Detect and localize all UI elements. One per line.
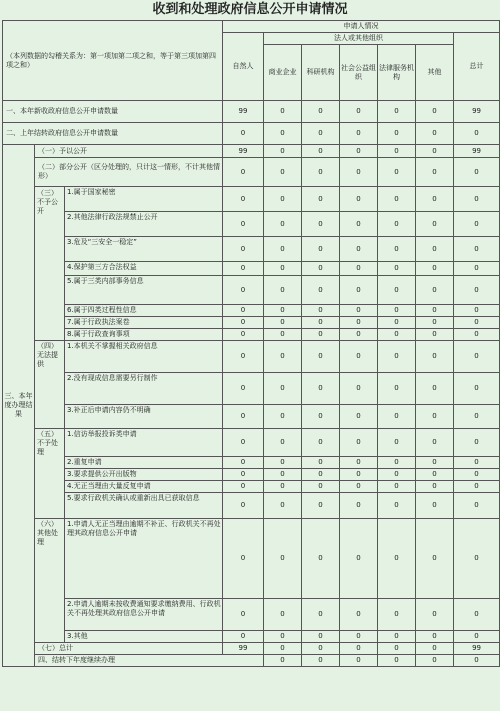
table-row [3,599,500,631]
value-cell: 0 [454,599,500,631]
value-cell: 0 [454,341,500,373]
value-cell: 0 [223,481,264,493]
value-cell: 0 [264,317,302,329]
value-cell: 0 [264,145,302,158]
row-label: 2.重复申请 [65,457,223,469]
header-legal-service: 法律服务机构 [378,45,416,101]
header-research: 科研机构 [302,45,340,101]
value-cell: 0 [454,469,500,481]
row-label: 1.信访举报投诉类申请 [65,429,223,457]
value-cell: 0 [302,276,340,305]
row-label: 5.属于三类内部事务信息 [65,276,223,305]
header-row-1 [3,21,500,33]
value-cell: 0 [416,405,454,429]
value-cell: 0 [223,429,264,457]
value-cell: 0 [378,101,416,123]
value-cell: 0 [302,101,340,123]
value-cell: 0 [264,341,302,373]
value-cell: 0 [416,481,454,493]
value-cell: 0 [264,123,302,145]
value-cell: 99 [454,145,500,158]
value-cell: 0 [302,481,340,493]
value-cell: 0 [223,599,264,631]
value-cell: 0 [302,187,340,212]
value-cell: 0 [378,519,416,599]
value-cell: 0 [378,469,416,481]
group-label: （五）不予处理 [35,429,65,519]
value-cell: 0 [378,373,416,405]
value-cell: 0 [223,519,264,599]
value-cell: 0 [416,493,454,519]
value-cell: 0 [302,599,340,631]
header-commercial: 商业企业 [264,45,302,101]
value-cell: 0 [378,187,416,212]
value-cell: 0 [264,329,302,341]
value-cell: 0 [454,276,500,305]
row-label: 四、结转下年度继续办理 [35,655,264,667]
value-cell: 0 [223,317,264,329]
value-cell: 0 [340,519,378,599]
value-cell: 0 [378,158,416,187]
value-cell: 0 [340,262,378,276]
header-legal-org: 法人或其他组织 [264,33,454,45]
value-cell: 0 [340,599,378,631]
row-label: 2.申请人逾期未按收费通知要求缴纳费用、行政机关不再处理其政府信息公开申请 [65,599,223,631]
value-cell: 0 [340,101,378,123]
value-cell: 0 [340,158,378,187]
value-cell: 0 [378,123,416,145]
value-cell: 0 [302,158,340,187]
value-cell: 0 [378,317,416,329]
value-cell: 0 [264,429,302,457]
table-row [3,123,500,145]
value-cell: 0 [264,373,302,405]
value-cell: 0 [302,493,340,519]
value-cell: 0 [302,405,340,429]
value-cell: 0 [223,158,264,187]
value-cell: 0 [223,123,264,145]
value-cell: 0 [416,276,454,305]
group-label: （四）无法提供 [35,341,65,429]
value-cell: 0 [264,276,302,305]
value-cell: 0 [223,405,264,429]
value-cell: 0 [416,341,454,373]
table-row [3,262,500,276]
value-cell: 0 [264,599,302,631]
value-cell: 0 [454,237,500,262]
value-cell: 0 [340,145,378,158]
value-cell: 0 [416,519,454,599]
value-cell: 0 [454,493,500,519]
row-label: 2.没有现成信息需要另行制作 [65,373,223,405]
value-cell: 0 [223,631,264,643]
value-cell: 0 [302,317,340,329]
value-cell: 0 [378,643,416,655]
value-cell: 0 [454,429,500,457]
value-cell: 0 [416,329,454,341]
value-cell: 0 [378,212,416,237]
row-label: 4.无正当理由大量反复申请 [65,481,223,493]
header-total: 总计 [454,33,500,101]
value-cell: 0 [264,187,302,212]
header-applicant: 申请人情况 [223,21,500,33]
value-cell: 0 [416,158,454,187]
value-cell: 0 [378,276,416,305]
value-cell: 0 [378,655,416,667]
section-3-label: 三、本年度办理结果 [3,145,35,667]
value-cell: 0 [454,631,500,643]
table-row [3,145,500,158]
value-cell: 0 [302,262,340,276]
value-cell: 0 [340,405,378,429]
row-label: （七）总计 [35,643,223,655]
table-row [3,305,500,317]
value-cell: 0 [340,373,378,405]
header-other: 其他 [416,45,454,101]
value-cell: 0 [302,519,340,599]
row-label: 3.补正后申请内容仍不明确 [65,405,223,429]
value-cell: 0 [416,101,454,123]
value-cell: 0 [340,212,378,237]
value-cell: 0 [340,655,378,667]
value-cell: 0 [302,373,340,405]
value-cell: 0 [264,405,302,429]
value-cell: 0 [264,493,302,519]
value-cell: 0 [454,212,500,237]
table-row [3,457,500,469]
value-cell: 0 [264,631,302,643]
row-label: 5.要求行政机关确认或重新出具已获取信息 [65,493,223,519]
value-cell: 0 [378,145,416,158]
row-label: 3.要求提供公开出版物 [65,469,223,481]
row-label: 1.申请人无正当理由逾期不补正、行政机关不再处理其政府信息公开申请 [65,519,223,599]
table-row [3,187,500,212]
value-cell: 0 [454,405,500,429]
table-row [3,643,500,655]
value-cell: 0 [340,429,378,457]
value-cell: 0 [340,187,378,212]
table-row [3,481,500,493]
value-cell: 0 [454,187,500,212]
row-label: 8.属于行政查询事项 [65,329,223,341]
value-cell: 0 [416,457,454,469]
value-cell: 0 [302,305,340,317]
info-disclosure-table [2,20,500,667]
value-cell: 0 [264,158,302,187]
value-cell: 0 [264,305,302,317]
table-row [3,237,500,262]
row-label: 一、本年新收政府信息公开申请数量 [3,101,223,123]
value-cell: 0 [302,457,340,469]
value-cell: 0 [378,481,416,493]
header-natural-person: 自然人 [223,33,264,101]
value-cell: 99 [454,643,500,655]
row-label: 3.危及“三安全一稳定” [65,237,223,262]
table-row [3,493,500,519]
value-cell: 0 [416,599,454,631]
value-cell: 0 [302,123,340,145]
value-cell: 99 [223,145,264,158]
value-cell: 0 [223,276,264,305]
value-cell: 0 [416,317,454,329]
row-label: （一）予以公开 [35,145,223,158]
value-cell: 0 [416,373,454,405]
row-label: 4.保护第三方合法权益 [65,262,223,276]
value-cell: 0 [264,457,302,469]
value-cell: 0 [302,631,340,643]
value-cell: 0 [378,262,416,276]
value-cell: 0 [223,305,264,317]
value-cell: 0 [416,212,454,237]
value-cell: 0 [340,276,378,305]
value-cell: 0 [264,481,302,493]
value-cell: 0 [302,469,340,481]
value-cell: 0 [223,212,264,237]
value-cell: 0 [454,457,500,469]
value-cell: 0 [264,655,302,667]
row-label: 7.属于行政执法案卷 [65,317,223,329]
value-cell: 0 [340,643,378,655]
group-label: （六）其他处理 [35,519,65,643]
value-cell: 0 [416,655,454,667]
value-cell: 0 [416,469,454,481]
value-cell: 0 [340,237,378,262]
value-cell: 0 [302,329,340,341]
value-cell: 0 [454,373,500,405]
value-cell: 0 [302,212,340,237]
value-cell: 0 [264,643,302,655]
value-cell: 0 [340,305,378,317]
table-row [3,429,500,457]
value-cell: 99 [454,101,500,123]
value-cell: 0 [264,519,302,599]
value-cell: 0 [302,145,340,158]
value-cell: 0 [340,341,378,373]
value-cell: 0 [223,457,264,469]
value-cell: 0 [454,123,500,145]
value-cell: 0 [378,341,416,373]
header-note: （本列数据的勾稽关系为：第一项加第二项之和，等于第三项加第四项之和） [3,21,223,101]
value-cell: 0 [302,655,340,667]
table-row [3,276,500,305]
table-row [3,341,500,373]
value-cell: 0 [264,101,302,123]
table-row [3,631,500,643]
row-label: 6.属于四类过程性信息 [65,305,223,317]
value-cell: 0 [340,631,378,643]
table-row [3,101,500,123]
value-cell: 0 [302,237,340,262]
value-cell: 0 [416,631,454,643]
value-cell: 99 [223,101,264,123]
table-row [3,373,500,405]
value-cell: 0 [454,262,500,276]
row-label: 二、上年结转政府信息公开申请数量 [3,123,223,145]
value-cell: 0 [264,469,302,481]
header-social: 社会公益组织 [340,45,378,101]
value-cell: 0 [416,305,454,317]
value-cell: 0 [378,599,416,631]
value-cell: 0 [454,158,500,187]
row-label: （二）部分公开（区分处理的，只计这一情形，不计其他情形） [35,158,223,187]
value-cell: 0 [264,237,302,262]
value-cell: 0 [340,493,378,519]
value-cell: 0 [416,262,454,276]
value-cell: 0 [340,481,378,493]
value-cell: 0 [340,317,378,329]
value-cell: 0 [378,457,416,469]
value-cell: 0 [416,187,454,212]
table-row [3,158,500,187]
value-cell: 0 [340,329,378,341]
value-cell: 0 [264,212,302,237]
value-cell: 0 [302,643,340,655]
table-row [3,405,500,429]
value-cell: 0 [378,237,416,262]
value-cell: 0 [378,305,416,317]
table-row [3,519,500,599]
value-cell: 0 [223,237,264,262]
value-cell: 0 [454,329,500,341]
value-cell: 0 [223,341,264,373]
value-cell: 0 [454,481,500,493]
row-label: 3.其他 [65,631,223,643]
row-label: 1.本机关不掌握相关政府信息 [65,341,223,373]
table-row [3,329,500,341]
value-cell: 0 [223,469,264,481]
table-row [3,212,500,237]
value-cell: 0 [416,145,454,158]
value-cell: 0 [378,429,416,457]
table-row [3,655,500,667]
value-cell: 0 [223,329,264,341]
value-cell: 99 [223,643,264,655]
value-cell: 0 [454,519,500,599]
value-cell: 0 [302,429,340,457]
group-label: （三）不予公开 [35,187,65,341]
value-cell: 0 [378,405,416,429]
row-label: 1.属于国家秘密 [65,187,223,212]
value-cell: 0 [454,305,500,317]
value-cell: 0 [223,262,264,276]
value-cell: 0 [340,123,378,145]
value-cell: 0 [340,469,378,481]
value-cell: 0 [378,329,416,341]
value-cell: 0 [223,187,264,212]
row-label: 2.其他法律行政法规禁止公开 [65,212,223,237]
table-row [3,317,500,329]
value-cell: 0 [223,493,264,519]
value-cell: 0 [378,631,416,643]
value-cell: 0 [416,429,454,457]
value-cell: 0 [378,493,416,519]
value-cell: 0 [340,457,378,469]
value-cell: 0 [264,262,302,276]
value-cell: 0 [454,655,500,667]
value-cell: 0 [223,373,264,405]
value-cell: 0 [454,317,500,329]
value-cell: 0 [416,123,454,145]
page-title: 收到和处理政府信息公开申请情况 [152,2,348,17]
value-cell: 0 [302,341,340,373]
value-cell: 0 [416,643,454,655]
table-row [3,469,500,481]
value-cell: 0 [416,237,454,262]
